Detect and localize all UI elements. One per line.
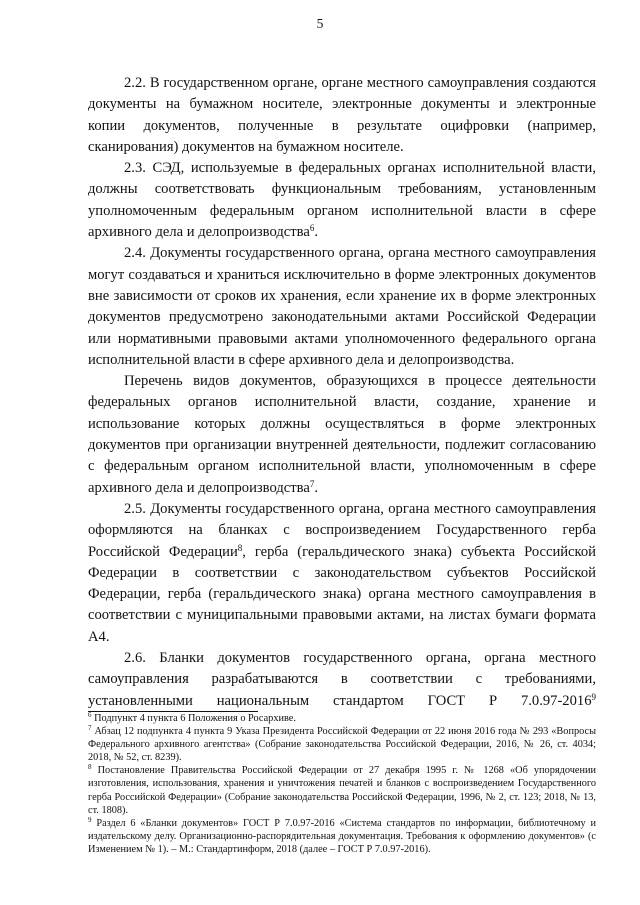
footnote-mark: 6	[88, 711, 92, 719]
paragraph-text: 2.3. СЭД, используемые в федеральных органах исполнительной власти, должны соответствовать функциональным требованиям, установленным уполномоченным федеральным органом исполнительной власти в сфере архивного дела и делопроизводства	[88, 160, 596, 241]
paragraph-text: 2.5. Документы государственного органа, органа местного самоуправления оформляются на бланках с воспроизведением Государственного герба Российской Федерации	[88, 500, 596, 560]
paragraph-tail: .	[314, 224, 318, 241]
footnote-text: Абзац 12 подпункта 4 пункта 9 Указа Президента Российской Федерации от 22 июня 2016 года № 293 «Вопросы Федерального архивного агентства» (Собрание законодательства Российской Федерации, 2016, № 26, ст. 4034; 2018, № 52, ст. 8239).	[88, 726, 596, 764]
paragraph-text: Перечень видов документов, образующихся в процессе деятельности федеральных органов исполнительной власти, создание, хранение и использование которых должны осуществляться в форме электронных документов при организации внутренней деятельности, подлежит согласованию с федеральным органом исполнительной власти, уполномоченным в сфере архивного дела и делопроизводства	[88, 373, 596, 496]
footnote-6	[88, 712, 596, 725]
paragraph-2-5	[88, 499, 596, 648]
paragraph-2-3	[88, 158, 596, 243]
footnote-mark: 8	[88, 763, 92, 772]
footnote-ref-8: 8	[237, 542, 243, 553]
paragraph-text: 2.6. Бланки документов государственного органа, органа местного самоуправления разрабатываются в соответствии с требованиями, установленными национальным стандартом ГОСТ Р 7.0.97-2016	[88, 650, 596, 709]
footnote-ref-6: 6	[309, 223, 315, 234]
footnote-8	[88, 764, 596, 816]
paragraph-document-list	[88, 371, 596, 499]
paragraph-tail: , герба (геральдического знака) субъекта Российской Федерации в соответствии с законодательством субъектов Российской Федерации, герба (геральдического знака) органа местного самоуправления в соответствии с муниципальными правовыми актами, на листах бумаги формата А4.	[88, 543, 596, 645]
page-number: 5	[316, 16, 324, 31]
footnote-mark: 9	[88, 815, 92, 824]
footnote-text: Подпункт 4 пункта 6 Положения о Росархиве.	[91, 713, 296, 724]
body-text	[88, 73, 596, 712]
paragraph-2-4	[88, 243, 596, 371]
paragraph-2-2	[88, 73, 596, 158]
footnote-9	[88, 817, 596, 856]
paragraph-2-6	[88, 648, 596, 712]
paragraph-text: 2.4. Документы государственного органа, органа местного самоуправления могут создаваться и храниться исключительно в форме электронных документов вне зависимости от сроков их хранения, если хранение их в форме электронных документов предусмотрено законодательными актами Российской Федерации или нормативными правовыми актами уполномоченного федерального органа исполнительной власти в сфере архивного дела и делопроизводства.	[88, 245, 596, 368]
footnotes	[88, 712, 596, 856]
footnote-ref-7: 7	[309, 478, 315, 489]
footnote-mark: 7	[88, 724, 92, 733]
paragraph-text: 2.2. В государственном органе, органе местного самоуправления создаются документы на бумажном носителе, электронные документы и электронные копии документов, полученные в результате оцифровки (например, сканирования) документов на бумажном носителе.	[88, 75, 596, 155]
footnote-text: Раздел 6 «Бланки документов» ГОСТ Р 7.0.97-2016 «Система стандартов по информации, библиотечному и издательскому делу. Организационно-распорядительная документация. Требования к оформлению документов» (с Изменением № 1). – М.: Стандартинформ, 2018 (далее – ГОСТ Р 7.0.97-2016).	[88, 817, 596, 855]
paragraph-tail: .	[314, 479, 318, 496]
footnote-text: Постановление Правительства Российской Федерации от 27 декабря 1995 г. № 1268 «Об упорядочении изготовления, использования, хранения и уничтожения печатей и бланков с воспроизведением Государственного герба Российской Федерации» (Собрание законодательства Российской Федерации, 1996, № 2, ст. 123; 2018, № 13, ст. 1808).	[88, 765, 596, 816]
footnote-7	[88, 725, 596, 764]
footnote-ref-9: 9	[591, 691, 596, 702]
